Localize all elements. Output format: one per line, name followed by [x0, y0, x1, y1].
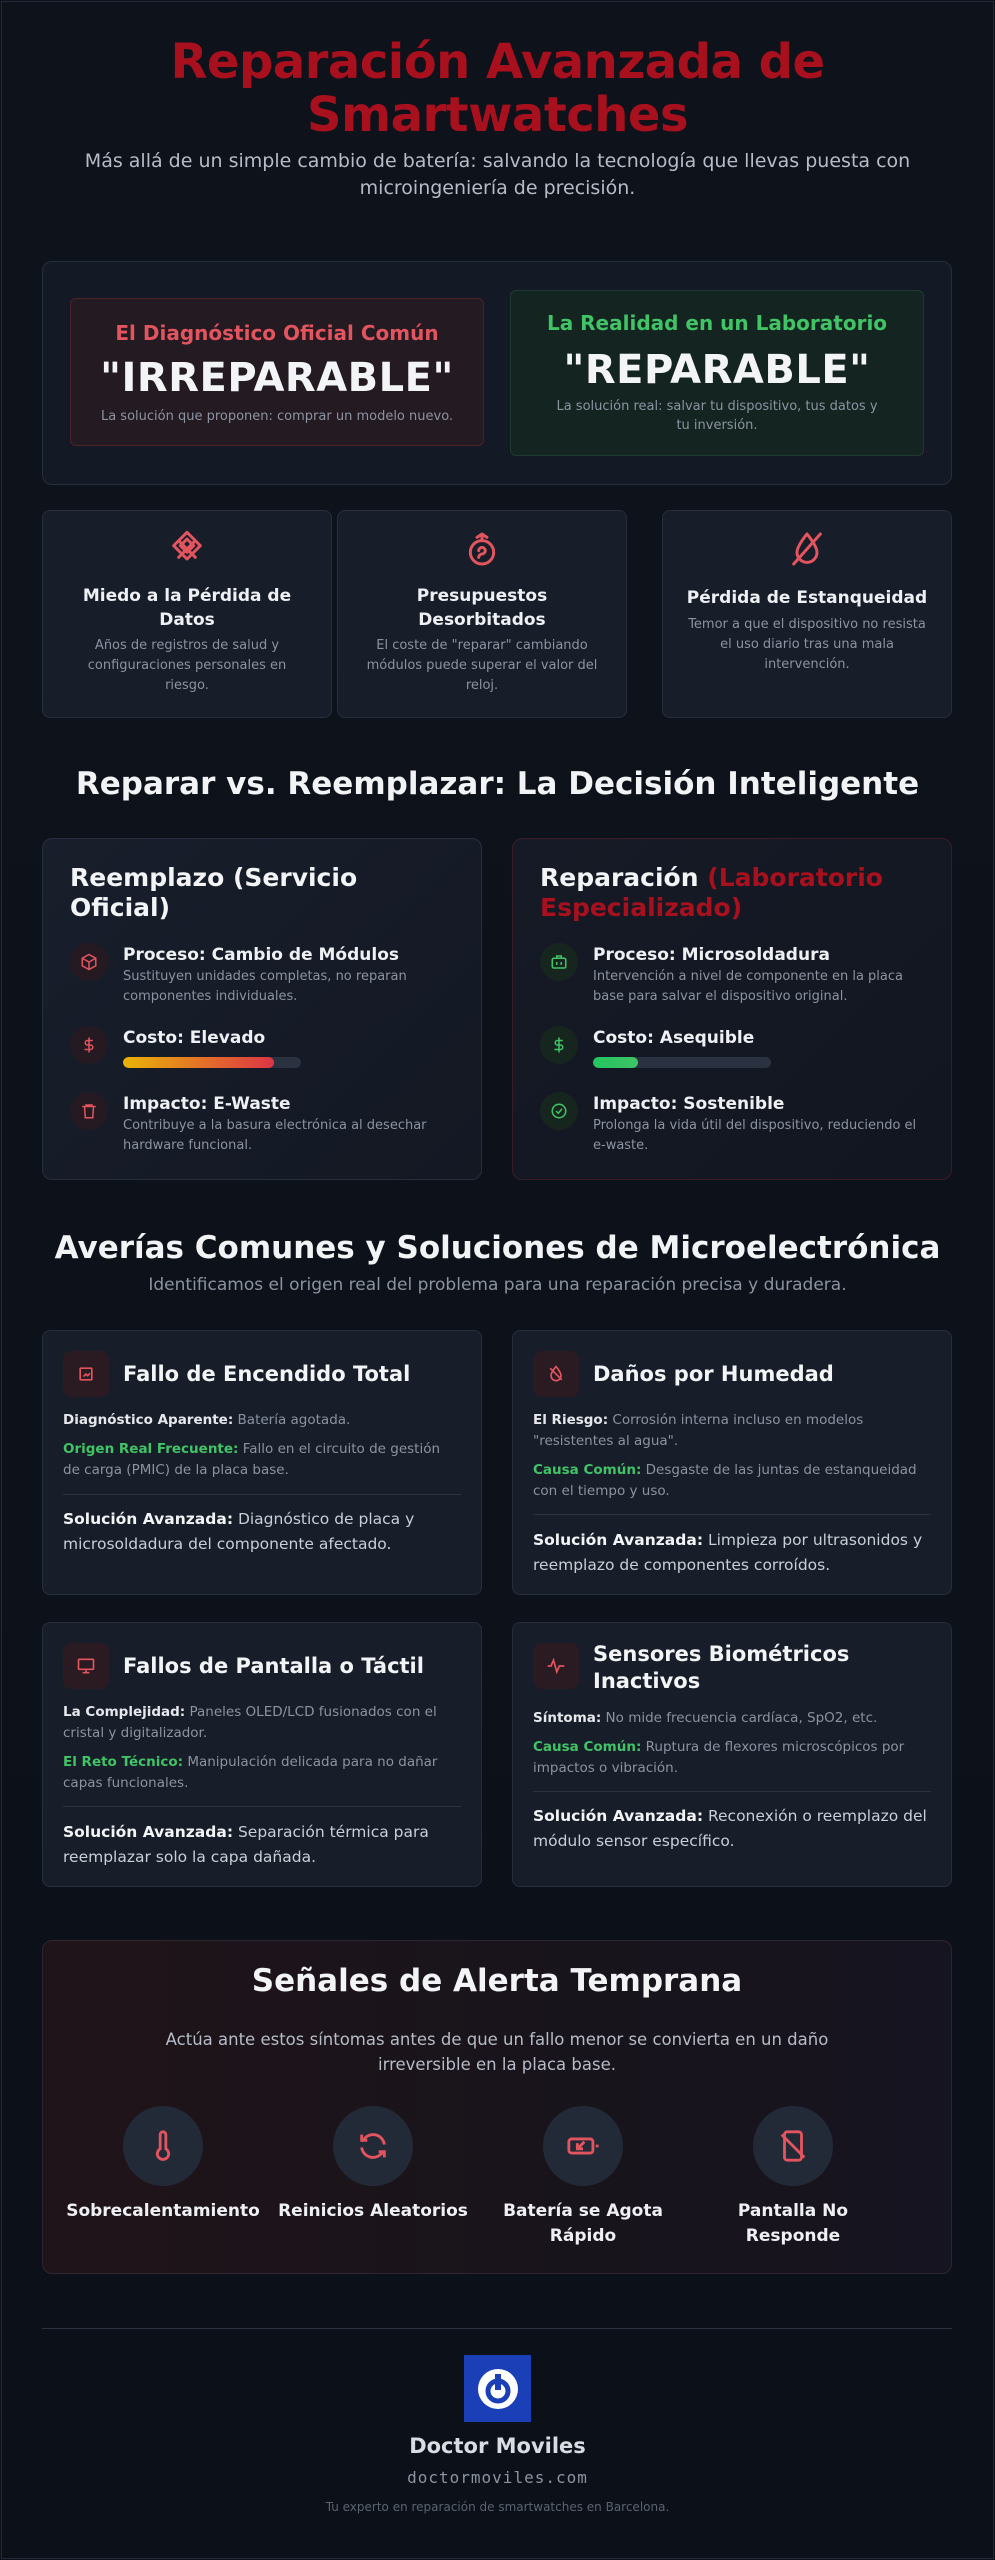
fault-card-sensors	[512, 1622, 952, 1887]
fault-line-1: Síntoma: No mide frecuencia cardíaca, SpO2, etc.	[533, 1710, 878, 1726]
fault-line-1: Diagnóstico Aparente: Batería agotada.	[63, 1412, 351, 1428]
replace-process-text: Sustituyen unidades completas, no reparan componentes individuales.	[123, 969, 407, 1004]
fault-title: Daños por Humedad	[593, 1362, 834, 1386]
repair-title-main: Reparación	[540, 863, 699, 892]
fault-solution: Solución Avanzada: Reconexión o reemplazo del módulo sensor específico.	[533, 1807, 927, 1850]
footer-tagline: Tu experto en reparación de smartwatches en Barcelona.	[325, 2500, 670, 2514]
alert-label: Pantalla No Responde	[737, 2201, 849, 2246]
repair-card	[512, 838, 952, 1180]
alert-label: Reinicios Aleatorios	[278, 2201, 468, 2221]
footer-brand: Doctor Moviles	[409, 2434, 586, 2458]
toolbox-icon	[540, 943, 578, 981]
fear-title: Presupuestos Desorbitados	[416, 586, 548, 630]
heartbeat-icon	[533, 1643, 579, 1689]
fault-card-power	[42, 1330, 482, 1595]
fear-card-data-loss	[42, 510, 332, 718]
fault-title: Sensores Biométricos Inactivos	[593, 1642, 850, 1693]
repair-cost-bar-fill	[593, 1057, 638, 1068]
replace-card	[42, 838, 482, 1180]
fault-line-1: La Complejidad: Paneles OLED/LCD fusionados con el cristal y digitalizador.	[63, 1704, 437, 1741]
shield-broken-icon	[43, 529, 331, 573]
compare-section-title: Reparar vs. Reemplazar: La Decisión Inteligente	[75, 766, 920, 802]
fault-solution: Solución Avanzada: Diagnóstico de placa y microsoldadura del componente afectado.	[63, 1510, 415, 1553]
fear-title: Pérdida de Estanqueidad	[686, 588, 928, 608]
replace-impact-text: Contribuye a la basura electrónica al desechar hardware funcional.	[123, 1118, 427, 1153]
faults-section-subtitle: Identificamos el origen real del problema para una reparación precisa y duradera.	[148, 1275, 847, 1295]
chip-icon	[63, 1351, 109, 1397]
fear-card-water	[662, 510, 952, 718]
repair-impact-heading: Impacto: Sostenible	[593, 1094, 785, 1114]
divider	[533, 1791, 931, 1792]
fault-card-moisture	[512, 1330, 952, 1595]
fault-line-2: Causa Común: Desgaste de las juntas de estanqueidad con el tiempo y uso.	[533, 1462, 917, 1499]
battery-drain-icon	[543, 2106, 623, 2186]
alerts-subtitle: Actúa ante estos síntomas antes de que un fallo menor se convierta en un daño irreversible en la placa base.	[165, 2030, 829, 2074]
divider	[533, 1514, 931, 1515]
fault-title: Fallos de Pantalla o Táctil	[123, 1654, 424, 1678]
fault-card-screen	[42, 1622, 482, 1887]
box-icon	[70, 943, 108, 981]
faults-section-title: Averías Comunes y Soluciones de Microelectrónica	[54, 1230, 941, 1266]
repair-cost-heading: Costo: Asequible	[593, 1028, 755, 1048]
check-circle-icon	[540, 1092, 578, 1130]
thermometer-icon	[123, 2106, 203, 2186]
lab-note: La solución real: salvar tu dispositivo, tus datos y tu inversión.	[556, 399, 878, 433]
fault-solution: Solución Avanzada: Separación térmica para reemplazar solo la capa dañada.	[63, 1823, 429, 1866]
dollar-icon	[540, 1026, 578, 1064]
alerts-title: Señales de Alerta Temprana	[251, 1963, 743, 1999]
replace-cost-heading: Costo: Elevado	[123, 1028, 266, 1048]
repair-cost-bar	[593, 1057, 771, 1068]
repair-title	[540, 863, 931, 923]
replace-title: Reemplazo (Servicio Oficial)	[70, 863, 358, 922]
dollar-icon	[70, 1026, 108, 1064]
brand-logo	[464, 2355, 531, 2422]
official-heading: El Diagnóstico Oficial Común	[115, 321, 439, 345]
refresh-icon	[333, 2106, 413, 2186]
page-subtitle: Más allá de un simple cambio de batería: salvando la tecnología que llevas puesta con microingeniería de precisión.	[84, 150, 911, 199]
official-note: La solución que proponen: comprar un modelo nuevo.	[100, 409, 454, 424]
replace-process-heading: Proceso: Cambio de Módulos	[123, 945, 400, 965]
fault-line-2: El Reto Técnico: Manipulación delicada para no dañar capas funcionales.	[63, 1754, 438, 1791]
fault-line-1: El Riesgo: Corrosión interna incluso en modelos "resistentes al agua".	[533, 1412, 864, 1449]
repair-title-accent: (Laboratorio Especializado)	[540, 863, 883, 922]
divider	[63, 1806, 461, 1807]
droplet-off-icon	[663, 529, 951, 573]
official-verdict: "IRREPARABLE"	[100, 355, 454, 401]
fear-text: Temor a que el dispositivo no resista el uso diario tras una mala intervención.	[688, 617, 926, 672]
trash-icon	[70, 1092, 108, 1130]
footer-divider	[42, 2328, 952, 2329]
alert-label: Sobrecalentamiento	[66, 2201, 260, 2221]
official-diagnosis-card	[70, 298, 484, 446]
power-icon	[474, 2365, 522, 2413]
piggy-bank-icon	[338, 529, 626, 573]
replace-cost-bar-fill	[123, 1057, 274, 1068]
lab-heading: La Realidad en un Laboratorio	[546, 311, 888, 335]
fear-text: Años de registros de salud y configuraciones personales en riesgo.	[87, 638, 287, 693]
lab-reality-card	[510, 290, 924, 456]
repair-process-heading: Proceso: Microsoldadura	[593, 945, 830, 965]
alert-label: Batería se Agota Rápido	[503, 2201, 663, 2246]
screen-off-icon	[753, 2106, 833, 2186]
page-title: Reparación Avanzada de Smartwatches	[170, 34, 825, 143]
fault-title: Fallo de Encendido Total	[123, 1362, 411, 1386]
lab-verdict: "REPARABLE"	[563, 347, 871, 393]
fault-line-2: Origen Real Frecuente: Fallo en el circuito de gestión de carga (PMIC) de la placa base.	[63, 1441, 441, 1478]
fear-title: Miedo a la Pérdida de Datos	[82, 586, 292, 630]
fault-solution: Solución Avanzada: Limpieza por ultrasonidos y reemplazo de componentes corroídos.	[533, 1531, 923, 1574]
monitor-icon	[63, 1643, 109, 1689]
droplet-off-icon	[533, 1351, 579, 1397]
divider	[63, 1494, 461, 1495]
repair-impact-text: Prolonga la vida útil del dispositivo, reduciendo el e-waste.	[593, 1118, 917, 1153]
fear-card-budget	[337, 510, 627, 718]
replace-impact-heading: Impacto: E-Waste	[123, 1094, 291, 1114]
fear-text: El coste de "reparar" cambiando módulos puede superar el valor del reloj.	[366, 638, 598, 693]
fault-line-2: Causa Común: Ruptura de flexores microscópicos por impactos o vibración.	[533, 1739, 905, 1776]
alerts-panel	[42, 1940, 952, 2274]
footer-domain[interactable]: doctormoviles.com	[407, 2468, 588, 2487]
replace-cost-bar	[123, 1057, 301, 1068]
repair-process-text: Intervención a nivel de componente en la placa base para salvar el dispositivo original.	[593, 969, 903, 1004]
